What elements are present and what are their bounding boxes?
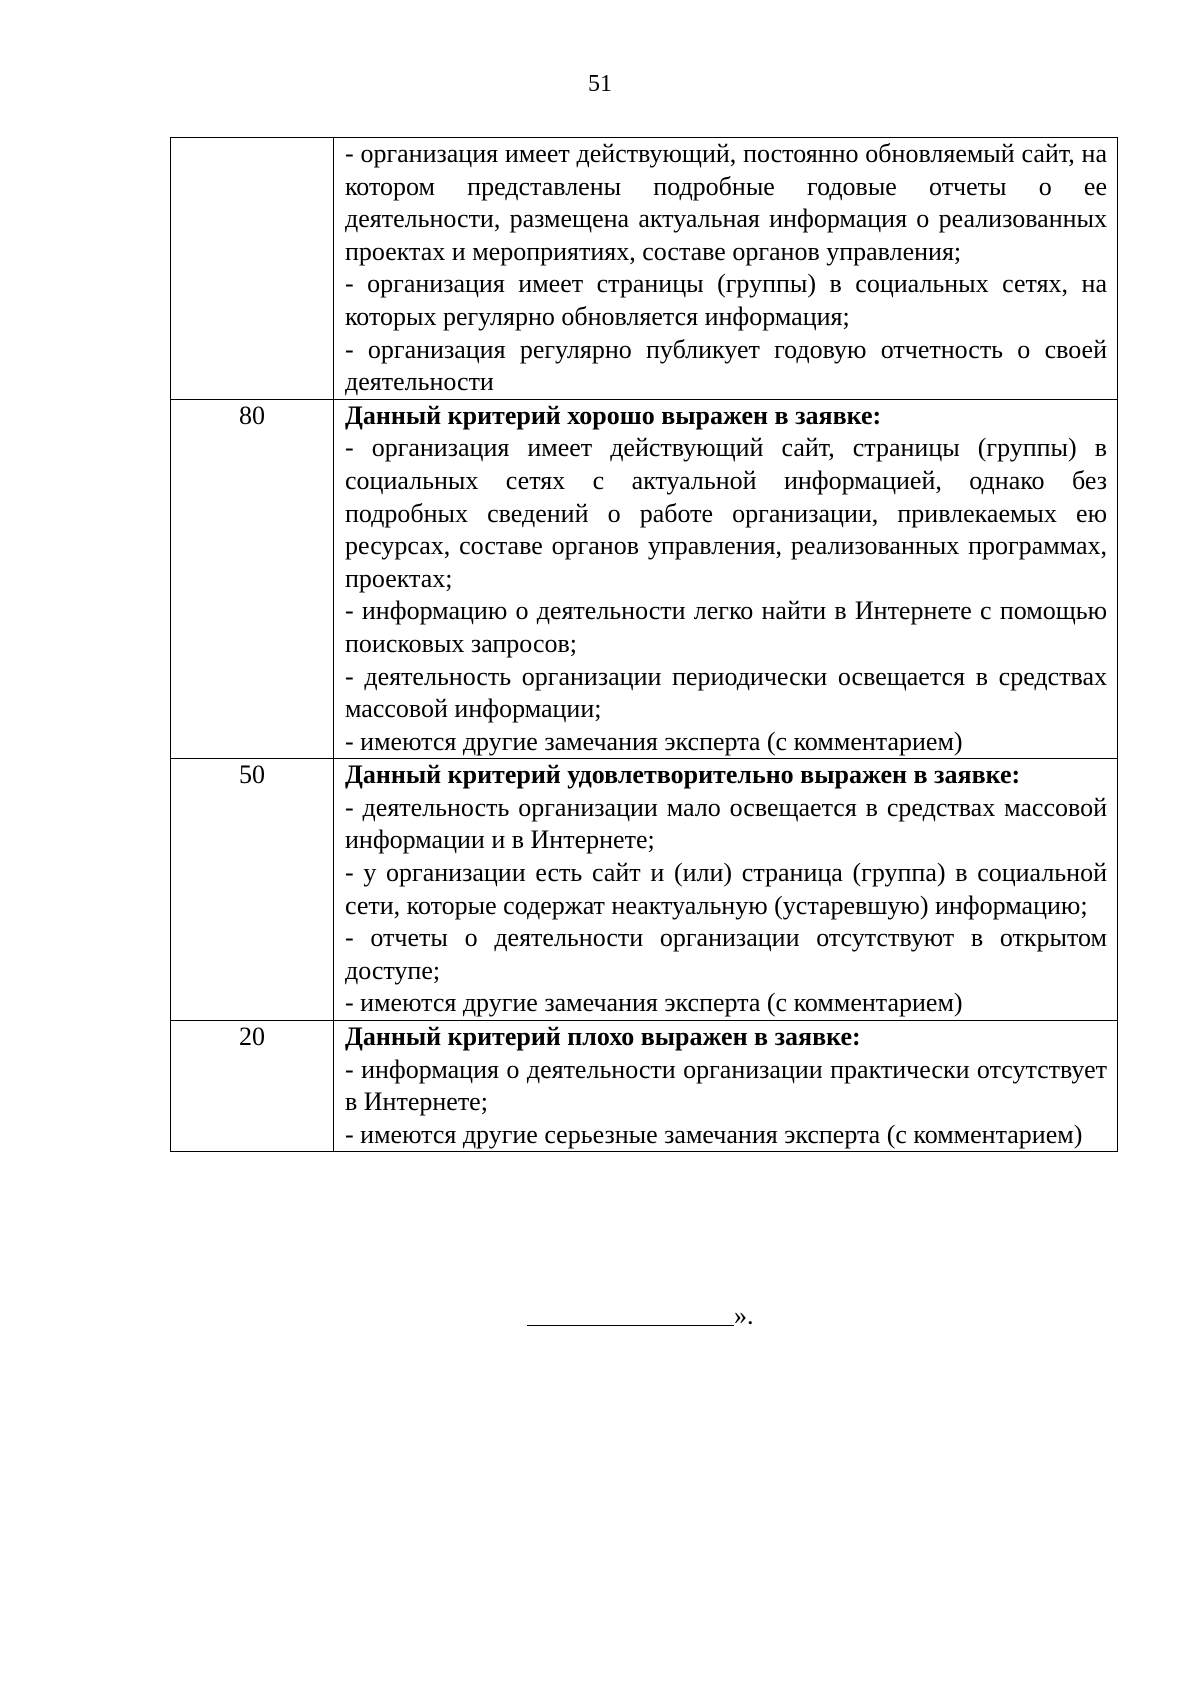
criterion-item: - организация имеет страницы (группы) в социальных сетях, на которых регулярно обновляется информация;: [345, 269, 1107, 331]
criterion-item: - имеются другие замечания эксперта (с комментарием): [345, 988, 963, 1018]
criteria-table: [170, 137, 1118, 1152]
criterion-item: - организация имеет действующий, постоянно обновляемый сайт, на котором представлены подробные годовые отчеты о ее деятельности, размещена актуальная информация о реализованных проектах и мероприятиях, составе органов управления;: [345, 139, 1107, 266]
description-cell: [334, 759, 1118, 1021]
criterion-item: - имеются другие замечания эксперта (с комментарием): [345, 726, 963, 756]
description-cell: [334, 399, 1118, 759]
criterion-item: - информация о деятельности организации практически отсутствует в Интернете;: [345, 1054, 1107, 1117]
criterion-item: - деятельность организации периодически освещается в средствах массовой информации;: [345, 661, 1107, 724]
closing-mark: [527, 1300, 754, 1332]
table-row: [171, 138, 1118, 400]
criterion-item: - организация регулярно публикует годовую отчетность о своей деятельности: [345, 334, 1107, 397]
criterion-heading: Данный критерий удовлетворительно выражен в заявке:: [345, 760, 1021, 790]
criterion-item: - имеются другие серьезные замечания эксперта (с комментарием): [345, 1119, 1083, 1149]
table-row: [171, 399, 1118, 759]
criterion-item: - организация имеет действующий сайт, страницы (группы) в социальных сетях с актуальной информацией, однако без подробных сведений о работе организации, привлекаемых ею ресурсах, составе органов управления, реализованных программах, проектах;: [345, 433, 1107, 593]
score-cell: [171, 138, 334, 400]
table-row: [171, 759, 1118, 1021]
criterion-item: - информацию о деятельности легко найти в Интернете с помощью поисковых запросов;: [345, 596, 1107, 658]
signature-line: [527, 1301, 734, 1326]
criterion-item: - деятельность организации мало освещается в средствах массовой информации и в Интернете;: [345, 792, 1107, 855]
criterion-heading: Данный критерий хорошо выражен в заявке:: [345, 400, 882, 430]
description-cell: [334, 1021, 1118, 1152]
criterion-item: - у организации есть сайт и (или) страница (группа) в социальной сети, которые содержат неактуальную (устаревшую) информацию;: [345, 858, 1107, 920]
page-number: 51: [588, 71, 612, 97]
score-cell: 80: [171, 399, 334, 759]
table-row: [171, 1021, 1118, 1152]
description-cell: [334, 138, 1118, 400]
closing-quote: ».: [734, 1301, 754, 1330]
criterion-heading: Данный критерий плохо выражен в заявке:: [345, 1022, 861, 1052]
criterion-item: - отчеты о деятельности организации отсутствуют в открытом доступе;: [345, 923, 1107, 985]
score-cell: 20: [171, 1021, 334, 1152]
score-cell: 50: [171, 759, 334, 1021]
